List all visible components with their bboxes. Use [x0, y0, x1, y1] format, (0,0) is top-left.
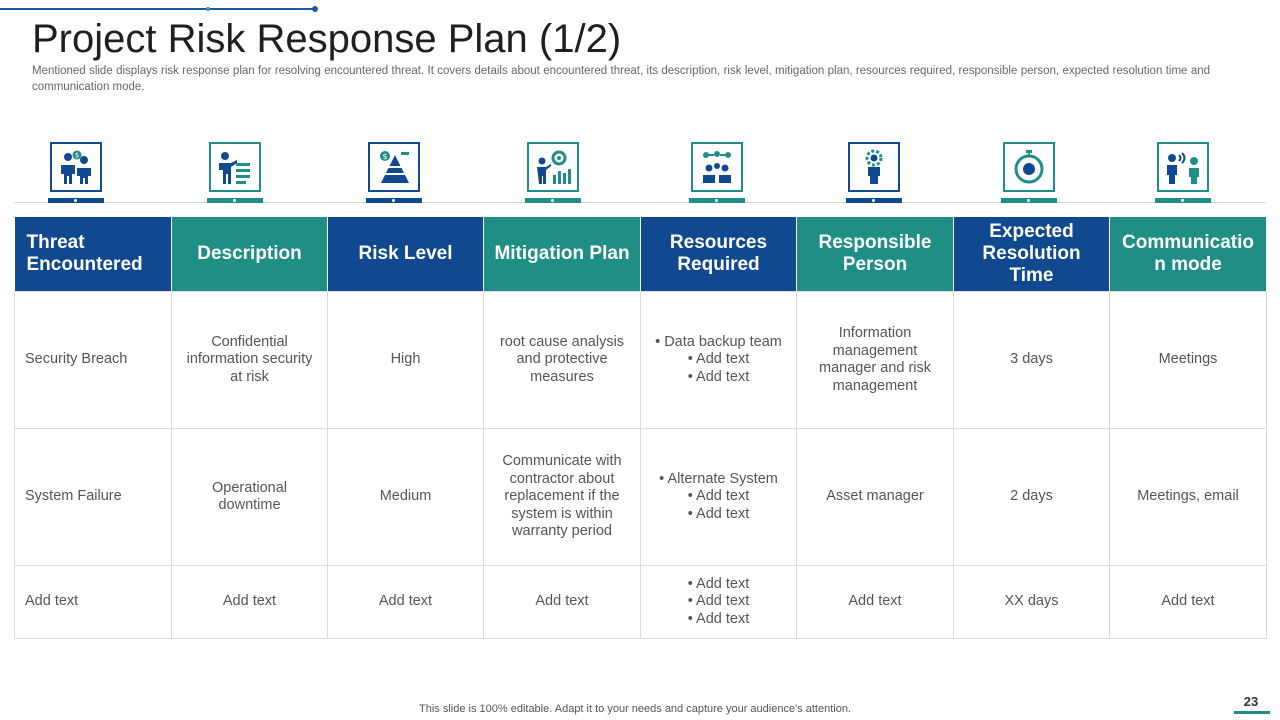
resource-item: • Add text — [687, 593, 750, 610]
cell-resources — [641, 292, 797, 429]
header-resources: Resources Required — [641, 217, 797, 292]
icon-column-threat — [48, 142, 104, 203]
resource-item: • Add text — [687, 488, 750, 505]
people-money-icon — [50, 142, 102, 192]
page-number: 23 — [1243, 694, 1259, 709]
cell-mitigation: Communicate with contractor about replacement if the system is within warranty period — [484, 429, 641, 566]
icon-underline-bar — [1001, 198, 1057, 203]
icon-underline-bar — [48, 198, 104, 203]
cell-resolution-time: 3 days — [954, 292, 1110, 429]
stopwatch-icon — [1003, 142, 1055, 192]
header-risk-level: Risk Level — [328, 217, 484, 292]
resource-item: • Add text — [687, 575, 750, 592]
cell-responsible: Add text — [797, 566, 954, 639]
slide-footer: This slide is 100% editable. Adapt it to your needs and capture your audience's attention. — [419, 703, 851, 715]
icon-underline-bar — [1155, 198, 1211, 203]
top-decoration-dot — [312, 6, 318, 12]
cell-resolution-time: 2 days — [954, 429, 1110, 566]
icon-row-divider — [14, 202, 1266, 203]
svg-text:$: $ — [74, 151, 80, 160]
cell-communication: Meetings — [1110, 292, 1267, 429]
icon-column-responsible — [846, 142, 902, 203]
page-number-underline — [1234, 711, 1270, 714]
icon-column-risk-level — [366, 142, 422, 203]
cell-communication: Meetings, email — [1110, 429, 1267, 566]
people-talking-icon — [1157, 142, 1209, 192]
table-row — [15, 429, 1267, 566]
cell-resolution-time: XX days — [954, 566, 1110, 639]
icon-column-resolution-time — [1001, 142, 1057, 203]
slide-subtitle: Mentioned slide displays risk response plan for resolving encountered threat. It covers details about encountered threat, its description, risk level, mitigation plan, resources required, responsible person, expected resolution time and communication mode. — [32, 65, 1210, 93]
table-header-row — [15, 217, 1267, 292]
cell-responsible: Asset manager — [797, 429, 954, 566]
cell-resources — [641, 429, 797, 566]
icon-underline-bar — [689, 198, 745, 203]
team-resources-icon — [691, 142, 743, 192]
resource-item: • Add text — [687, 505, 750, 522]
cell-risk-level: High — [328, 292, 484, 429]
resource-item: • Alternate System — [659, 470, 778, 487]
cell-threat: Add text — [15, 566, 172, 639]
cell-risk-level: Add text — [328, 566, 484, 639]
cell-resources — [641, 566, 797, 639]
header-resolution-time: Expected Resolution Time — [954, 217, 1110, 292]
icon-column-mitigation — [525, 142, 581, 203]
person-gear-icon — [848, 142, 900, 192]
icon-column-communication — [1155, 142, 1211, 203]
header-description: Description — [172, 217, 328, 292]
cell-risk-level: Medium — [328, 429, 484, 566]
icon-underline-bar — [207, 198, 263, 203]
cell-threat: System Failure — [15, 429, 172, 566]
cell-mitigation: root cause analysis and protective measures — [484, 292, 641, 429]
top-decoration-dot-small — [206, 7, 210, 11]
presenter-list-icon — [209, 142, 261, 192]
cell-communication: Add text — [1110, 566, 1267, 639]
icon-column-description — [207, 142, 263, 203]
top-decoration-line — [0, 8, 316, 10]
icon-underline-bar — [525, 198, 581, 203]
cell-description: Confidential information security at risk — [172, 292, 328, 429]
cell-threat: Security Breach — [15, 292, 172, 429]
icon-column-resources — [689, 142, 745, 203]
svg-text:$: $ — [382, 152, 388, 161]
resource-item: • Data backup team — [655, 333, 782, 350]
table-row — [15, 566, 1267, 639]
cell-description: Add text — [172, 566, 328, 639]
cell-description: Operational downtime — [172, 429, 328, 566]
icon-underline-bar — [846, 198, 902, 203]
header-responsible: Responsible Person — [797, 217, 954, 292]
resource-item: • Add text — [687, 610, 750, 627]
header-communication: Communicatio n mode — [1110, 217, 1267, 292]
table-row — [15, 292, 1267, 429]
resource-item: • Add text — [687, 368, 750, 385]
pyramid-money-icon — [368, 142, 420, 192]
cell-mitigation: Add text — [484, 566, 641, 639]
icon-underline-bar — [366, 198, 422, 203]
resource-item: • Add text — [687, 351, 750, 368]
cell-responsible: Information management manager and risk management — [797, 292, 954, 429]
risk-response-table — [14, 217, 1267, 639]
slide-title: Project Risk Response Plan (1/2) — [32, 17, 622, 61]
header-threat: Threat Encountered — [15, 217, 172, 292]
header-mitigation: Mitigation Plan — [484, 217, 641, 292]
person-chart-gear-icon — [527, 142, 579, 192]
